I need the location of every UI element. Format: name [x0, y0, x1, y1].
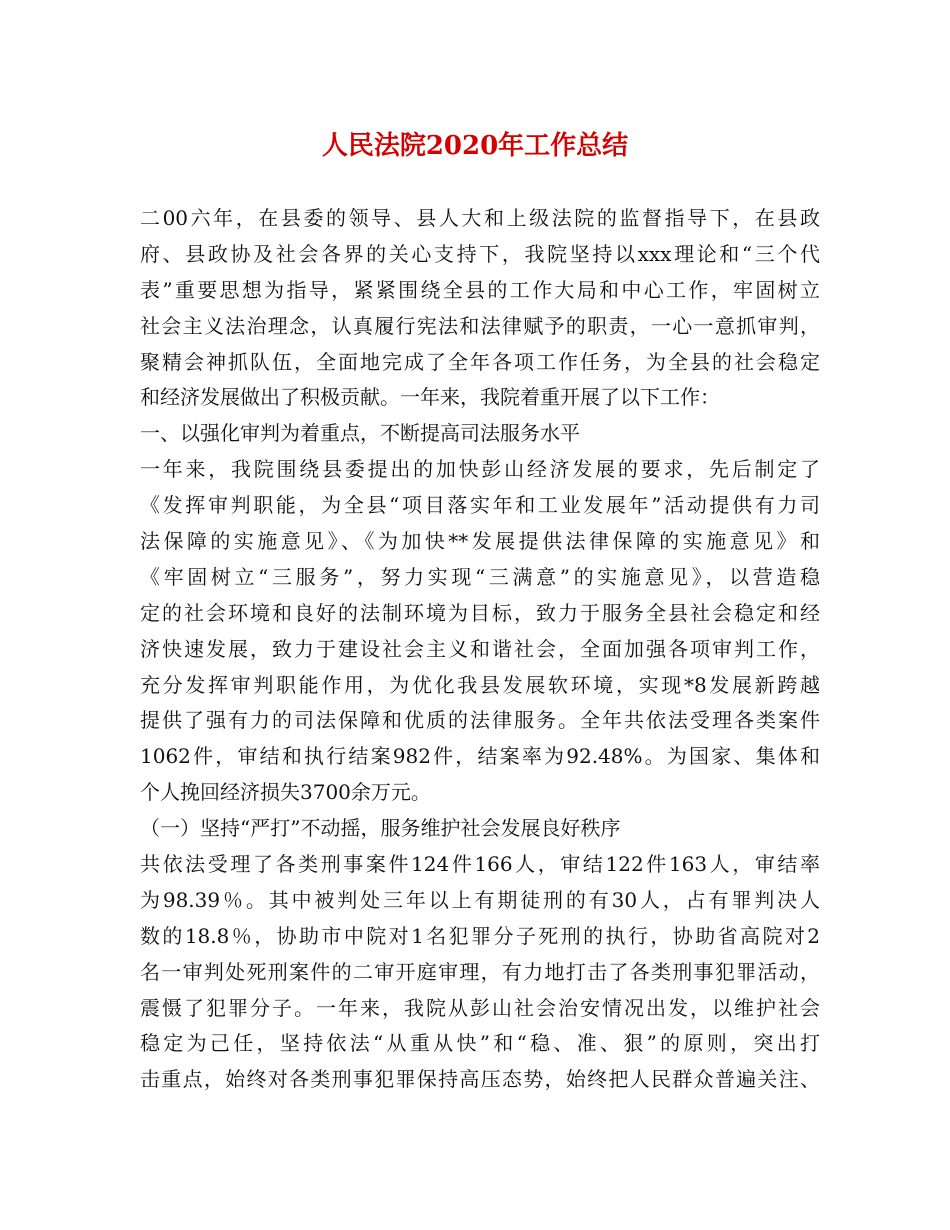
- subsection-heading: （一）坚持“严打”不动摇，服务维护社会发展良好秩序: [140, 816, 621, 841]
- body-line: 共依法受理了各类刑事案件124件166人，审结122件163人，审结率: [140, 852, 820, 877]
- body-line: 1062件，审结和执行结案982件，结案率为92.48%。为国家、集体和: [140, 744, 820, 769]
- body-line: 表”重要思想为指导，紧紧围绕全县的工作大局和中心工作，牢固树立: [140, 277, 820, 302]
- document-title: 人民法院2020年工作总结: [321, 131, 629, 161]
- body-line: 提供了强有力的司法保障和优质的法律服务。全年共依法受理各类案件: [140, 708, 820, 733]
- body-line: 府、县政协及社会各界的关心支持下，我院坚持以xxx理论和“三个代: [140, 241, 820, 266]
- body-line: 名一审判处死刑案件的二审开庭审理，有力地打击了各类刑事犯罪活动，: [140, 959, 820, 984]
- body-line: 定的社会环境和良好的法制环境为目标，致力于服务全县社会稳定和经: [140, 600, 820, 625]
- body-line: 社会主义法治理念，认真履行宪法和法律赋予的职责，一心一意抓审判，: [140, 313, 820, 338]
- body-line: 个人挽回经济损失3700余万元。: [140, 780, 431, 805]
- body-line: 稳定为己任，坚持依法“从重从快”和“稳、准、狠”的原则，突出打: [140, 1031, 820, 1056]
- body-line: 数的18.8％，协助市中院对1名犯罪分子死刑的执行，协助省高院对2: [140, 923, 820, 948]
- body-line: 《发挥审判职能，为全县“项目落实年和工业发展年”活动提供有力司: [140, 493, 820, 518]
- body-line: 聚精会神抓队伍，全面地完成了全年各项工作任务，为全县的社会稳定: [140, 349, 820, 374]
- body-line: 法保障的实施意见》、《为加快**发展提供法律保障的实施意见》和: [140, 529, 820, 554]
- body-line: 和经济发展做出了积极贡献。一年来，我院着重开展了以下工作：: [140, 385, 720, 410]
- body-line: 充分发挥审判职能作用，为优化我县发展软环境，实现*8发展新跨越: [140, 672, 820, 697]
- body-line: 济快速发展，致力于建设社会主义和谐社会，全面加强各项审判工作，: [140, 636, 820, 661]
- body-line: 二00六年，在县委的领导、县人大和上级法院的监督指导下，在县政: [140, 206, 820, 230]
- body-line: 《牢固树立“三服务”，努力实现“三满意”的实施意见》，以营造稳: [140, 564, 820, 589]
- body-line: 震慑了犯罪分子。一年来，我院从彭山社会治安情况出发，以维护社会: [140, 995, 820, 1020]
- document-body: [140, 201, 820, 1098]
- body-line: 为98.39％。其中被判处三年以上有期徒刑的有30人，占有罪判决人: [140, 887, 820, 912]
- body-line: 击重点，始终对各类刑事犯罪保持高压态势，始终把人民群众普遍关注、: [140, 1067, 820, 1092]
- body-line: 一年来，我院围绕县委提出的加快彭山经济发展的要求，先后制定了: [140, 457, 820, 482]
- section-heading: 一、以强化审判为着重点，不断提高司法服务水平: [140, 421, 580, 446]
